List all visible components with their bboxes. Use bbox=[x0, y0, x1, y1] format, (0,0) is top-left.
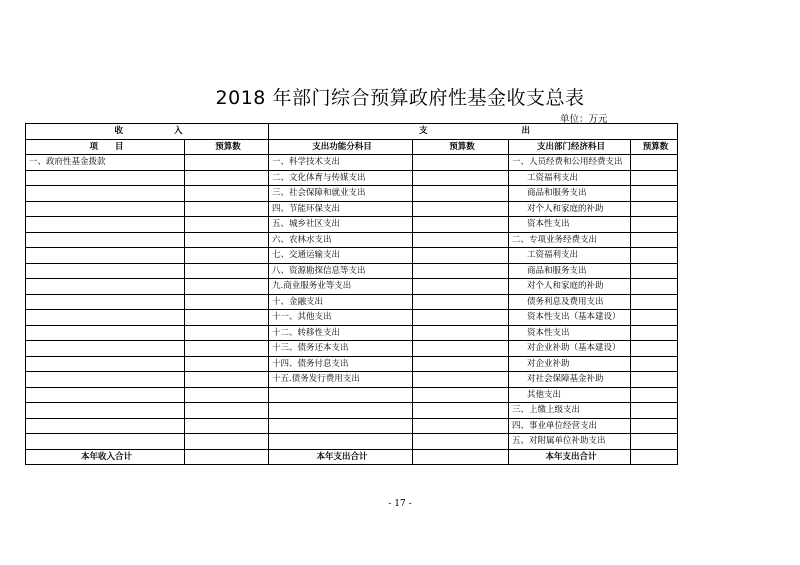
income-item-cell bbox=[26, 310, 185, 326]
econ-total-label: 本年支出合计 bbox=[509, 449, 631, 465]
func-subject-cell: 十四、债务付息支出 bbox=[269, 356, 413, 372]
func-subject-cell bbox=[269, 418, 413, 434]
func-subject-cell bbox=[269, 387, 413, 403]
econ-subject-cell: 对企业补助 bbox=[509, 356, 631, 372]
func-subject-cell: 三、社会保障和就业支出 bbox=[269, 186, 413, 202]
income-item-cell bbox=[26, 186, 185, 202]
func-subject-cell bbox=[269, 434, 413, 450]
column-header-func-subject: 支出功能分科目 bbox=[269, 139, 413, 155]
econ-budget-cell bbox=[631, 186, 678, 202]
econ-budget-cell bbox=[631, 294, 678, 310]
page-title: 2018 年部门综合预算政府性基金收支总表 bbox=[215, 87, 585, 109]
func-budget-cell bbox=[413, 186, 509, 202]
func-subject-cell: 十三、债务还本支出 bbox=[269, 341, 413, 357]
func-subject-cell: 五、城乡社区支出 bbox=[269, 217, 413, 233]
func-budget-cell bbox=[413, 201, 509, 217]
income-budget-cell bbox=[185, 248, 269, 264]
income-item-cell bbox=[26, 263, 185, 279]
func-budget-cell bbox=[413, 279, 509, 295]
func-subject-cell: 十一、其他支出 bbox=[269, 310, 413, 326]
func-subject-cell: 一、科学技术支出 bbox=[269, 155, 413, 171]
econ-subject-cell: 资本性支出（基本建设） bbox=[509, 310, 631, 326]
table-row bbox=[26, 232, 678, 248]
func-subject-cell: 七、交通运输支出 bbox=[269, 248, 413, 264]
table-row bbox=[26, 201, 678, 217]
column-header-budget-3: 预算数 bbox=[631, 139, 678, 155]
func-subject-cell: 四、节能环保支出 bbox=[269, 201, 413, 217]
page-number: - 17 - bbox=[388, 499, 412, 509]
func-subject-cell: 二、文化体育与传媒支出 bbox=[269, 170, 413, 186]
econ-budget-cell bbox=[631, 341, 678, 357]
func-subject-cell: 九.商业服务业等支出 bbox=[269, 279, 413, 295]
income-budget-cell bbox=[185, 294, 269, 310]
section-header-row bbox=[26, 124, 678, 140]
income-header-left: 收 bbox=[114, 126, 123, 137]
income-budget-cell bbox=[185, 170, 269, 186]
income-item-cell bbox=[26, 170, 185, 186]
table-row bbox=[26, 217, 678, 233]
func-budget-cell bbox=[413, 418, 509, 434]
econ-subject-cell: 商品和服务支出 bbox=[509, 186, 631, 202]
econ-budget-cell bbox=[631, 201, 678, 217]
func-budget-cell bbox=[413, 155, 509, 171]
func-subject-cell: 十、金融支出 bbox=[269, 294, 413, 310]
income-item-cell bbox=[26, 201, 185, 217]
table-row bbox=[26, 279, 678, 295]
income-budget-cell bbox=[185, 232, 269, 248]
econ-budget-cell bbox=[631, 279, 678, 295]
income-budget-cell bbox=[185, 356, 269, 372]
econ-subject-cell: 对社会保障基金补助 bbox=[509, 372, 631, 388]
income-budget-cell bbox=[185, 418, 269, 434]
econ-subject-cell: 一、人员经费和公用经费支出 bbox=[509, 155, 631, 171]
func-budget-cell bbox=[413, 217, 509, 233]
func-budget-cell bbox=[413, 170, 509, 186]
econ-subject-cell: 对企业补助（基本建设） bbox=[509, 341, 631, 357]
income-item-cell bbox=[26, 217, 185, 233]
column-header-budget-1: 预算数 bbox=[185, 139, 269, 155]
expense-header-left: 支 bbox=[419, 126, 428, 137]
expense-section-header bbox=[269, 124, 678, 140]
income-budget-cell bbox=[185, 403, 269, 419]
func-total-value bbox=[413, 449, 509, 465]
table-row bbox=[26, 387, 678, 403]
econ-budget-cell bbox=[631, 403, 678, 419]
econ-budget-cell bbox=[631, 248, 678, 264]
budget-table bbox=[25, 123, 678, 465]
econ-budget-cell bbox=[631, 170, 678, 186]
income-budget-cell bbox=[185, 434, 269, 450]
func-budget-cell bbox=[413, 372, 509, 388]
econ-subject-cell: 二、专项业务经费支出 bbox=[509, 232, 631, 248]
table-row bbox=[26, 434, 678, 450]
econ-subject-cell: 工资福利支出 bbox=[509, 170, 631, 186]
func-budget-cell bbox=[413, 263, 509, 279]
econ-subject-cell: 五、对附属单位补助支出 bbox=[509, 434, 631, 450]
func-budget-cell bbox=[413, 294, 509, 310]
income-budget-cell bbox=[185, 341, 269, 357]
econ-budget-cell bbox=[631, 155, 678, 171]
table-row bbox=[26, 186, 678, 202]
income-item-cell bbox=[26, 294, 185, 310]
column-header-row bbox=[26, 139, 678, 155]
income-item-cell bbox=[26, 279, 185, 295]
table-row bbox=[26, 356, 678, 372]
func-budget-cell bbox=[413, 434, 509, 450]
column-header-budget-2: 预算数 bbox=[413, 139, 509, 155]
func-budget-cell bbox=[413, 325, 509, 341]
income-section-header bbox=[26, 124, 269, 140]
column-header-econ-subject: 支出部门经济科目 bbox=[509, 139, 631, 155]
func-subject-cell: 八、资源勘探信息等支出 bbox=[269, 263, 413, 279]
table-row bbox=[26, 263, 678, 279]
table-row bbox=[26, 294, 678, 310]
income-header-right: 入 bbox=[173, 126, 183, 137]
income-item-cell bbox=[26, 248, 185, 264]
econ-subject-cell: 对个人和家庭的补助 bbox=[509, 201, 631, 217]
income-budget-cell bbox=[185, 263, 269, 279]
econ-budget-cell bbox=[631, 232, 678, 248]
income-budget-cell bbox=[185, 325, 269, 341]
func-budget-cell bbox=[413, 232, 509, 248]
income-item-cell bbox=[26, 232, 185, 248]
econ-budget-cell bbox=[631, 217, 678, 233]
table-row bbox=[26, 155, 678, 171]
econ-total-value bbox=[631, 449, 678, 465]
income-item-cell bbox=[26, 325, 185, 341]
income-budget-cell bbox=[185, 155, 269, 171]
econ-subject-cell: 商品和服务支出 bbox=[509, 263, 631, 279]
income-item-cell bbox=[26, 387, 185, 403]
income-budget-cell bbox=[185, 387, 269, 403]
econ-budget-cell bbox=[631, 434, 678, 450]
func-budget-cell bbox=[413, 341, 509, 357]
econ-subject-cell: 债务利息及费用支出 bbox=[509, 294, 631, 310]
econ-budget-cell bbox=[631, 325, 678, 341]
income-item-cell bbox=[26, 356, 185, 372]
income-item-cell bbox=[26, 372, 185, 388]
table-row bbox=[26, 325, 678, 341]
table-row bbox=[26, 341, 678, 357]
func-subject-cell bbox=[269, 403, 413, 419]
econ-subject-cell: 其他支出 bbox=[509, 387, 631, 403]
totals-row bbox=[26, 449, 678, 465]
expense-header-right: 出 bbox=[521, 126, 531, 137]
func-budget-cell bbox=[413, 403, 509, 419]
income-budget-cell bbox=[185, 186, 269, 202]
econ-subject-cell: 资本性支出 bbox=[509, 217, 631, 233]
table-row bbox=[26, 418, 678, 434]
income-budget-cell bbox=[185, 217, 269, 233]
econ-subject-cell: 资本性支出 bbox=[509, 325, 631, 341]
income-budget-cell bbox=[185, 310, 269, 326]
econ-budget-cell bbox=[631, 263, 678, 279]
econ-budget-cell bbox=[631, 418, 678, 434]
table-row bbox=[26, 170, 678, 186]
econ-subject-cell: 对个人和家庭的补助 bbox=[509, 279, 631, 295]
econ-budget-cell bbox=[631, 310, 678, 326]
func-budget-cell bbox=[413, 356, 509, 372]
econ-budget-cell bbox=[631, 372, 678, 388]
income-item-cell bbox=[26, 418, 185, 434]
column-header-item: 项 目 bbox=[26, 139, 185, 155]
income-item-cell bbox=[26, 403, 185, 419]
table-row bbox=[26, 248, 678, 264]
table-row bbox=[26, 403, 678, 419]
unit-label: 单位：万元 bbox=[560, 114, 608, 125]
func-budget-cell bbox=[413, 310, 509, 326]
econ-subject-cell: 四、事业单位经营支出 bbox=[509, 418, 631, 434]
func-subject-cell: 六、农林水支出 bbox=[269, 232, 413, 248]
econ-subject-cell: 工资福利支出 bbox=[509, 248, 631, 264]
econ-budget-cell bbox=[631, 356, 678, 372]
econ-subject-cell: 三、上缴上级支出 bbox=[509, 403, 631, 419]
income-item-cell: 一、政府性基金拨款 bbox=[26, 155, 185, 171]
table-row bbox=[26, 372, 678, 388]
income-budget-cell bbox=[185, 201, 269, 217]
income-item-cell bbox=[26, 434, 185, 450]
func-budget-cell bbox=[413, 248, 509, 264]
income-budget-cell bbox=[185, 372, 269, 388]
func-total-label: 本年支出合计 bbox=[269, 449, 413, 465]
table-row bbox=[26, 310, 678, 326]
income-total-value bbox=[185, 449, 269, 465]
income-item-cell bbox=[26, 341, 185, 357]
func-budget-cell bbox=[413, 387, 509, 403]
econ-budget-cell bbox=[631, 387, 678, 403]
income-total-label: 本年收入合计 bbox=[26, 449, 185, 465]
func-subject-cell: 十五.债务发行费用支出 bbox=[269, 372, 413, 388]
income-budget-cell bbox=[185, 279, 269, 295]
func-subject-cell: 十二、转移性支出 bbox=[269, 325, 413, 341]
